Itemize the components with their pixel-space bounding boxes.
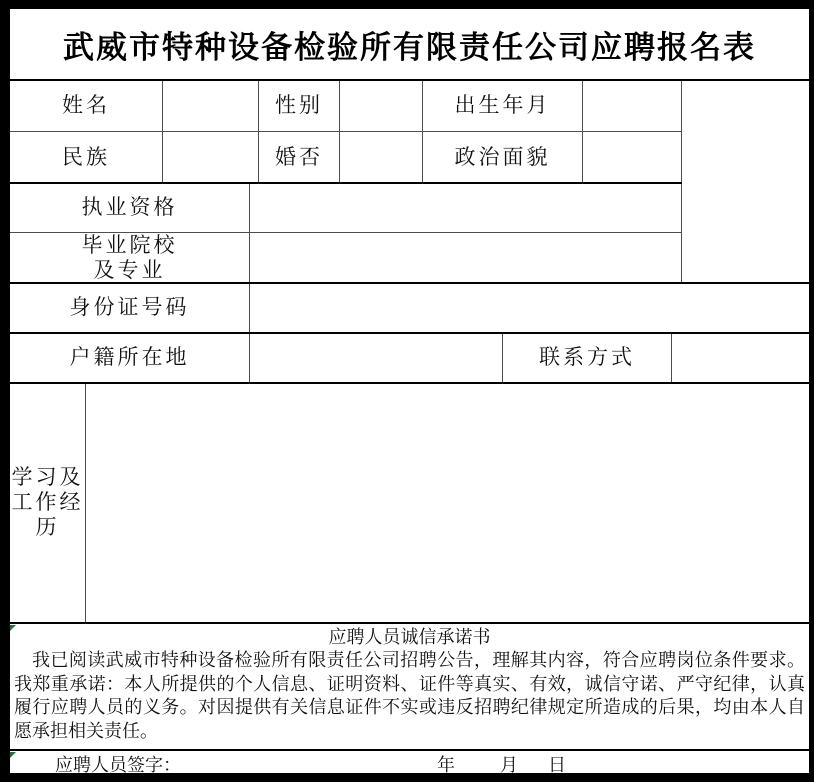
experience-label-line2: 工作经 — [11, 490, 84, 514]
contact-label-cell — [503, 333, 672, 383]
divider-below-row5 — [10, 332, 809, 334]
photo-cell[interactable] — [682, 80, 809, 283]
experience-label-line3: 历 — [35, 515, 60, 539]
school-input-cell[interactable] — [250, 233, 682, 283]
political-status-label-cell — [423, 132, 583, 183]
experience-label — [12, 465, 84, 540]
divider-below-row6 — [10, 382, 809, 384]
political-status-input-cell[interactable] — [583, 132, 682, 183]
school-label-line1: 毕业院校 — [81, 232, 178, 257]
marital-status-label-cell — [259, 132, 340, 183]
residence-label: 户籍所在地 — [69, 345, 190, 369]
name-label-cell — [10, 80, 163, 132]
id-number-label: 身份证号码 — [69, 295, 190, 319]
form-grid — [10, 9, 809, 773]
ethnicity-label-cell — [10, 132, 163, 183]
name-label: 姓名 — [62, 93, 110, 117]
contact-label: 联系方式 — [539, 345, 635, 369]
birth-date-label-cell — [423, 80, 583, 132]
gender-input-cell[interactable] — [340, 80, 423, 132]
signature-year-label: 年 — [437, 755, 455, 775]
qualification-label-cell — [10, 183, 250, 233]
cell-error-marker-icon — [10, 752, 16, 758]
application-form — [8, 7, 811, 775]
residence-label-cell — [10, 333, 250, 383]
signature-row[interactable] — [10, 750, 809, 773]
commitment-section — [10, 623, 809, 750]
name-input-cell[interactable] — [163, 80, 259, 132]
id-number-input-cell[interactable] — [250, 283, 809, 333]
commitment-body: 我已阅读武威市特种设备检验所有限责任公司招聘公告，理解其内容，符合应聘岗位条件要求。我郑重承诺：本人所提供的个人信息、证明资料、证件等真实、有效，诚信守诺、严守纪律，认真履行应聘人员的义务。对因提供有关信息证件不实或违反招聘纪律规定所造成的后果，均由本人自愿承担相关责任。 — [14, 650, 805, 741]
form-title: 武威市特种设备检验所有限责任公司应聘报名表 — [63, 30, 756, 65]
divider-above-signature — [10, 749, 809, 751]
residence-input-cell[interactable] — [250, 333, 503, 383]
divider-below-title — [10, 79, 809, 81]
gender-label: 性别 — [275, 93, 323, 117]
ethnicity-input-cell[interactable] — [163, 132, 259, 183]
experience-input-cell[interactable] — [86, 383, 809, 623]
school-label — [82, 233, 178, 283]
gender-label-cell — [259, 80, 340, 132]
school-label-cell — [10, 233, 250, 283]
ethnicity-label: 民族 — [62, 144, 110, 169]
school-label-line2: 及专业 — [93, 257, 166, 282]
commitment-title: 应聘人员诚信承诺书 — [328, 627, 491, 647]
political-status-label: 政治面貌 — [454, 144, 551, 169]
signature-month-label: 月 — [500, 755, 518, 775]
marital-status-label: 婚否 — [275, 144, 323, 169]
qualification-input-cell[interactable] — [250, 183, 682, 233]
divider-below-experience — [10, 622, 809, 624]
contact-input-cell[interactable] — [672, 333, 809, 383]
divider-below-row4 — [10, 282, 809, 284]
signature-day-label: 日 — [548, 755, 566, 775]
signature-label: 应聘人员签字： — [55, 755, 181, 775]
experience-label-line1: 学习及 — [11, 465, 84, 489]
qualification-label: 执业资格 — [81, 195, 178, 219]
experience-label-cell — [10, 383, 86, 623]
title-row — [10, 9, 809, 80]
birth-date-label: 出生年月 — [454, 93, 551, 117]
birth-date-input-cell[interactable] — [583, 80, 682, 132]
cell-error-marker-icon — [10, 625, 16, 631]
id-number-label-cell — [10, 283, 250, 333]
marital-status-input-cell[interactable] — [340, 132, 423, 183]
divider-below-row2 — [10, 182, 682, 184]
